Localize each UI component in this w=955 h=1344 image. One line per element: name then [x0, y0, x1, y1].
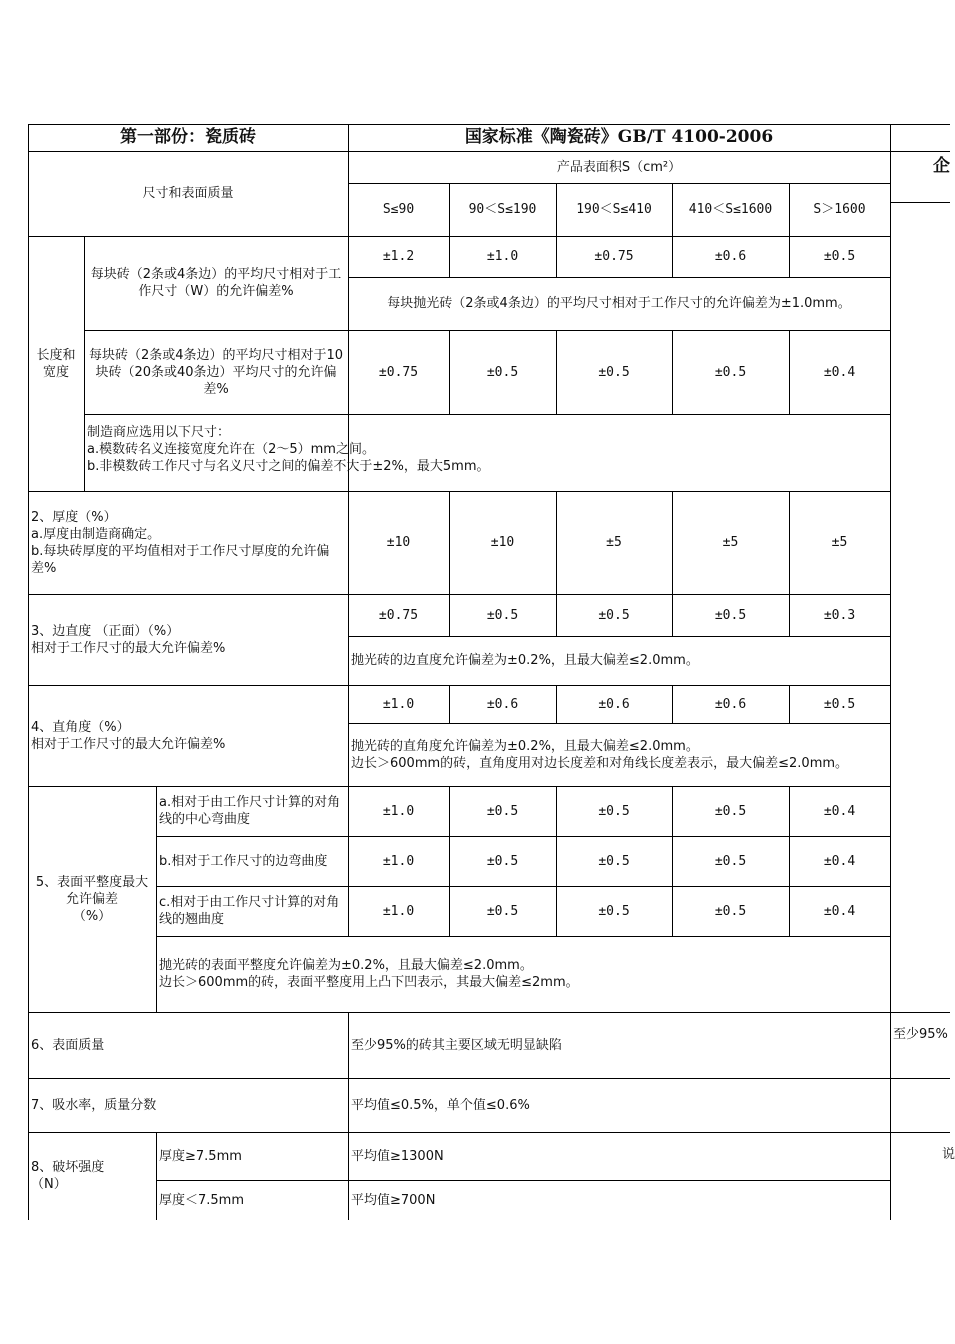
value-cell: ±0.5	[486, 903, 519, 919]
water-absorption-value: 平均值≤0.5%，单个值≤0.6%	[351, 1097, 530, 1113]
value-cell: ±0.3	[823, 607, 856, 623]
area-column-header: S＞1600	[813, 202, 866, 217]
area-column-header: S≤90	[382, 202, 415, 217]
thickness-condition: 厚度≥7.5mm	[159, 1148, 242, 1164]
value-cell: ±0.5	[486, 364, 519, 380]
area-label: 产品表面积S（cm²）	[556, 159, 682, 175]
value-cell: ±1.0	[382, 903, 415, 919]
value-cell: ±0.75	[594, 249, 634, 264]
enterprise-strength-fragment: 说	[942, 1147, 955, 1162]
value-cell: ±0.5	[598, 903, 630, 919]
enterprise-surface-fragment: 至少95%	[893, 1027, 948, 1042]
thickness-label: 2、厚度（%） a.厚度由制造商确定。 b.每块砖厚度的平均值相对于工作尺寸厚度的允许偏差%	[31, 509, 330, 576]
value-cell: ±0.4	[823, 364, 856, 380]
value-cell: ±0.5	[823, 696, 856, 712]
value-cell: ±0.5	[486, 607, 519, 623]
value-cell: ±0.6	[714, 249, 747, 264]
value-cell: ±0.5	[598, 364, 630, 380]
size-quality-label: 尺寸和表面质量	[142, 186, 234, 201]
flatness-row-label: c.相对于由工作尺寸计算的对角线的翘曲度	[159, 895, 340, 927]
value-cell: ±1.0	[486, 249, 519, 264]
value-cell: ±0.6	[714, 696, 747, 712]
ten-tile-deviation-label: 每块砖（2条或4条边）的平均尺寸相对于10块砖（20条或40条边）平均尺寸的允许偏差%	[88, 347, 344, 397]
value-cell: ±0.5	[598, 803, 630, 819]
value-cell: ±1.0	[382, 696, 415, 712]
area-column-header: 410＜S≤1600	[688, 202, 773, 217]
value-cell: ±0.5	[598, 853, 630, 869]
flatness-row-label: b.相对于工作尺寸的边弯曲度	[159, 853, 328, 869]
value-cell: ±0.4	[823, 803, 856, 819]
value-cell: ±0.5	[598, 607, 630, 623]
water-absorption-label: 7、吸水率，质量分数	[31, 1097, 157, 1113]
area-column-header: 190＜S≤410	[576, 202, 652, 217]
surface-quality-value: 至少95%的砖其主要区域无明显缺陷	[351, 1037, 562, 1053]
breaking-strength-value: 平均值≥1300N	[351, 1148, 444, 1164]
polished-edge-note: 抛光砖的边直度允许偏差为±0.2%，且最大偏差≤2.0mm。	[351, 653, 699, 668]
length-width-group-label: 长度和 宽度	[36, 347, 76, 380]
value-cell: ±0.5	[714, 607, 747, 623]
value-cell: ±0.6	[598, 696, 630, 712]
value-cell: ±0.75	[378, 364, 419, 380]
standard-title: 国家标准《陶瓷砖》GB/T 4100-2006	[464, 127, 774, 147]
value-cell: ±5	[831, 535, 848, 550]
value-cell: ±0.5	[714, 853, 747, 869]
grid-line	[890, 202, 950, 203]
edge-straightness-label: 3、边直度 （正面）（%） 相对于工作尺寸的最大允许偏差%	[31, 623, 226, 656]
value-cell: ±10	[490, 535, 515, 550]
value-cell: ±0.5	[486, 803, 519, 819]
breaking-strength-value: 平均值≥700N	[351, 1192, 436, 1208]
value-cell: ±5	[606, 535, 622, 550]
thickness-condition: 厚度＜7.5mm	[159, 1192, 245, 1208]
enterprise-header-fragment: 企	[933, 156, 950, 176]
value-cell: ±10	[386, 535, 411, 550]
value-cell: ±1.0	[382, 803, 415, 819]
part-title: 第一部份：瓷质砖	[120, 127, 256, 147]
polished-flatness-note: 抛光砖的表面平整度允许偏差为±0.2%，且最大偏差≤2.0mm。 边长＞600mm的砖，表面平整度用上凸下凹表示，其最大偏差≤2mm。	[159, 958, 579, 990]
value-cell: ±0.5	[486, 853, 519, 869]
avg-size-deviation-label: 每块砖（2条或4条边）的平均尺寸相对于工作尺寸（W）的允许偏差%	[90, 267, 342, 299]
breaking-strength-label: 8、破坏强度 （N）	[31, 1160, 105, 1192]
squareness-label: 4、直角度（%） 相对于工作尺寸的最大允许偏差%	[31, 719, 226, 752]
value-cell: ±5	[722, 535, 739, 550]
value-cell: ±0.75	[378, 607, 419, 623]
polished-size-note: 每块抛光砖（2条或4条边）的平均尺寸相对于工作尺寸的允许偏差为±1.0mm。	[387, 296, 851, 311]
flatness-row-label: a.相对于由工作尺寸计算的对角线的中心弯曲度	[159, 795, 341, 827]
polished-squareness-note: 抛光砖的直角度允许偏差为±0.2%，且最大偏差≤2.0mm。 边长＞600mm的砖，直角度用对边长度差和对角线长度差表示，最大偏差≤2.0mm。	[351, 738, 849, 771]
value-cell: ±0.4	[823, 853, 856, 869]
value-cell: ±0.5	[714, 364, 747, 380]
value-cell: ±0.5	[823, 249, 856, 264]
value-cell: ±1.0	[382, 853, 415, 869]
value-cell: ±0.5	[714, 803, 747, 819]
flatness-label: 5、表面平整度最大允许偏差 （%）	[35, 874, 149, 924]
value-cell: ±1.2	[382, 249, 415, 264]
manufacturer-size-note: 制造商应选用以下尺寸： a.模数砖名义连接宽度允许在（2～5）mm之间。 b.非模数砖工作尺寸与名义尺寸之间的偏差不大于±2%，最大5mm。	[87, 425, 490, 474]
value-cell: ±0.5	[714, 903, 747, 919]
value-cell: ±0.6	[486, 696, 519, 712]
value-cell: ±0.4	[823, 903, 856, 919]
area-column-header: 90＜S≤190	[468, 202, 537, 217]
surface-quality-label: 6、表面质量	[31, 1037, 105, 1053]
